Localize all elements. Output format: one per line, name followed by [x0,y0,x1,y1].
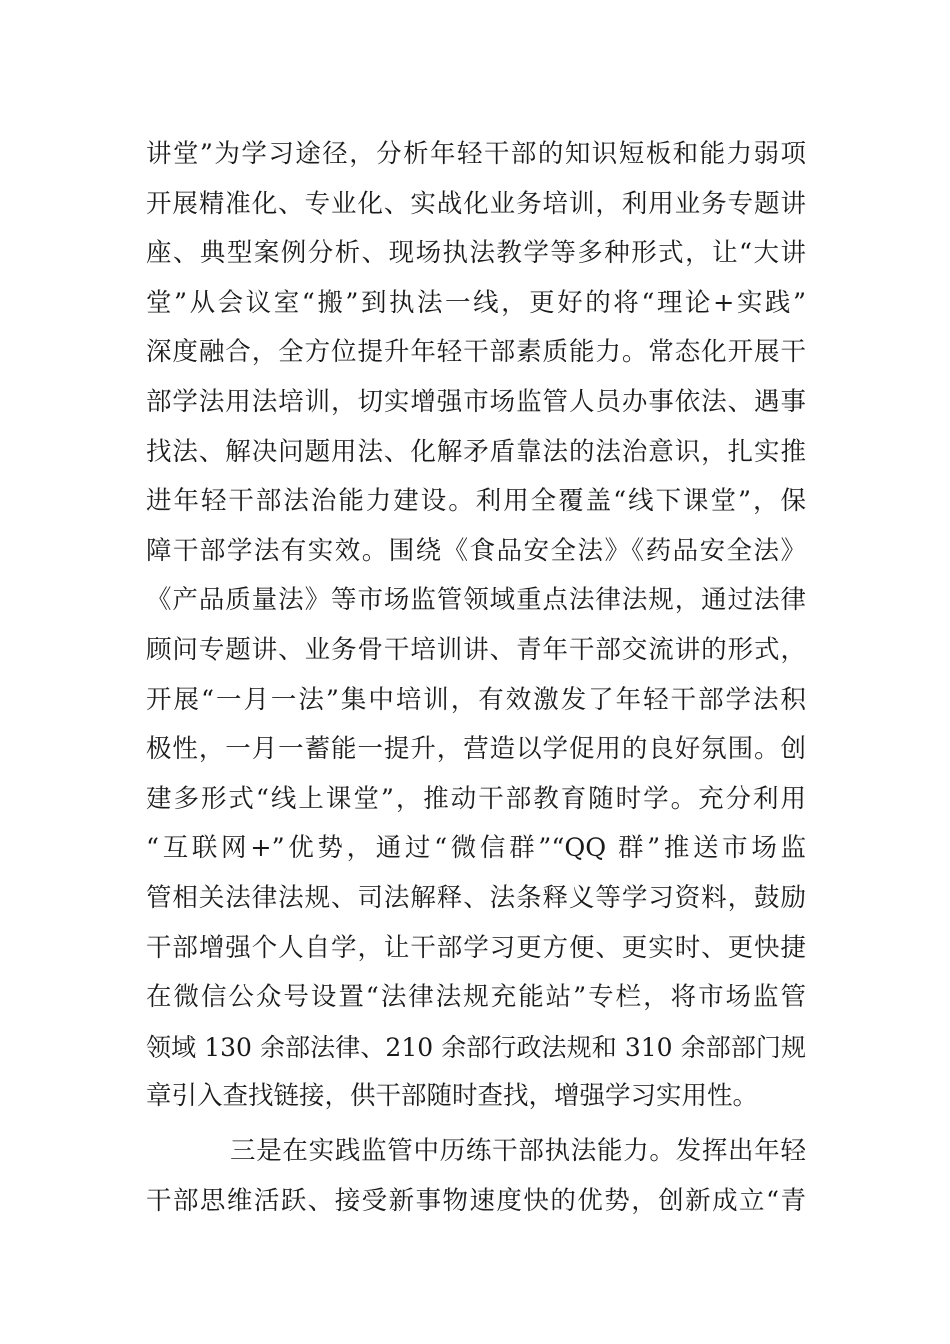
text-line: 干部思维活跃、接受新事物速度快的优势，创新成立“青 [146,1185,806,1216]
text-line: 建多形式“线上课堂”，推动干部教育随时学。充分利用 [146,783,806,814]
text-line: 讲堂”为学习途径，分析年轻干部的知识短板和能力弱项 [146,139,806,169]
text-line: 开展精准化、专业化、实战化业务培训，利用业务专题讲 [146,188,806,219]
text-line-indented: 三是在实践监管中历练干部执法能力。发挥出年轻 [230,1136,806,1166]
text-line-last: 章引入查找链接，供干部随时查找，增强学习实用性。 [146,1081,759,1112]
text-line: 领域 130 余部法律、210 余部行政法规和 310 余部部门规 [146,1032,806,1062]
text-line: 在微信公众号设置“法律法规充能站”专栏，将市场监管 [146,982,806,1013]
body-paragraph [146,1127,806,1226]
text-line: 顾问专题讲、业务骨干培训讲、青年干部交流讲的形式， [146,634,806,665]
text-line: 开展“一月一法”集中培训，有效激发了年轻干部学法积 [146,684,806,715]
text-line: 部学法用法培训，切实增强市场监管人员办事依法、遇事 [146,386,806,417]
text-line: 极性，一月一蓄能一提升，营造以学促用的良好氛围。创 [146,734,806,765]
text-line: “互联网+”优势，通过“微信群”“QQ 群”推送市场监 [146,833,806,864]
text-line: 座、典型案例分析、现场执法教学等多种形式，让“大讲 [146,238,806,269]
text-line: 堂”从会议室“搬”到执法一线，更好的将“理论+实践” [146,287,806,318]
text-line: 进年轻干部法治能力建设。利用全覆盖“线下课堂”，保 [146,486,806,517]
text-line: 障干部学法有实效。围绕《食品安全法》《药品安全法》 [146,535,806,566]
text-line: 《产品质量法》等市场监管领域重点法律法规，通过法律 [146,585,806,616]
text-line: 找法、解决问题用法、化解矛盾靠法的法治意识，扎实推 [146,436,806,467]
text-line: 深度融合，全方位提升年轻干部素质能力。常态化开展干 [146,337,806,368]
text-line: 管相关法律法规、司法解释、法条释义等学习资料，鼓励 [146,882,806,913]
body-paragraph [146,130,806,1122]
text-line: 干部增强个人自学，让干部学习更方便、更实时、更快捷 [146,932,806,963]
